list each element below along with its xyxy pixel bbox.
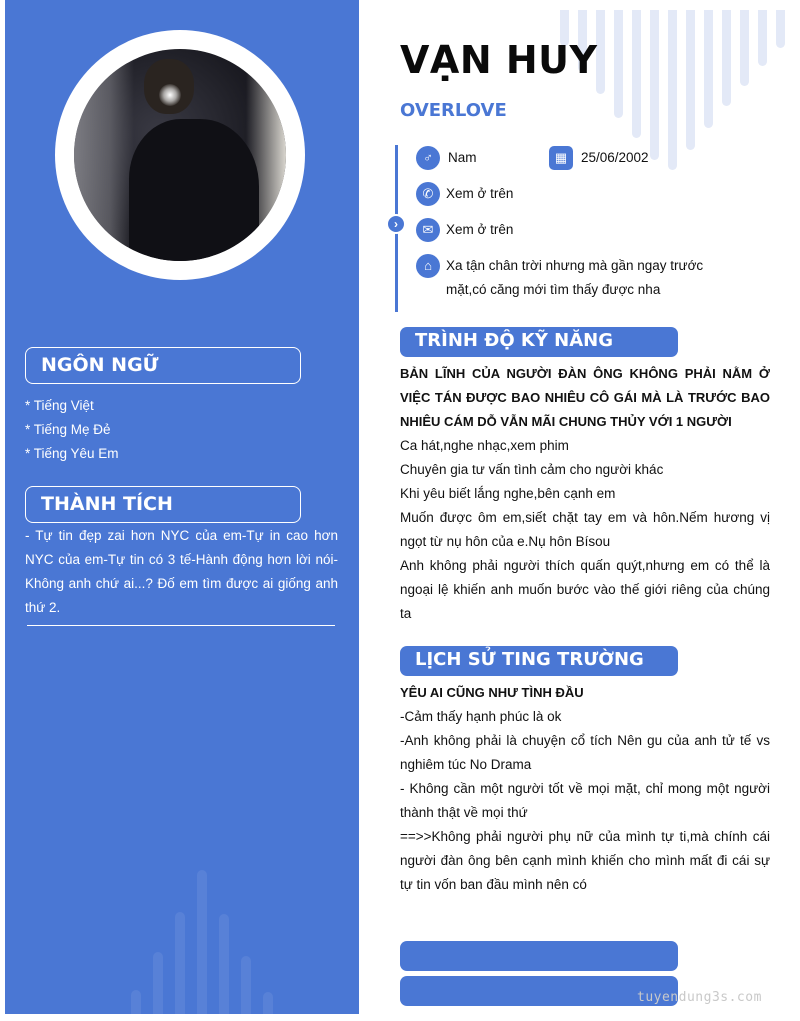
empty-section-pill [400, 941, 678, 971]
phone-icon: ✆ [416, 182, 440, 206]
decorative-bars-bottom [125, 870, 275, 1014]
address-line-2: mặt,có căng mới tìm thấy được nha [446, 282, 661, 297]
history-line: ==>>Không phải người phụ nữ của mình tự ti,mà chính cái người đàn ông bên cạnh mình khiến cho mình mất đi cái sự tự tin vốn ban đầu mình nên có [400, 829, 770, 892]
skills-line: Muốn được ôm em,siết chặt tay em và hôn.Nếm hương vị ngọt từ nụ hôn của e.Nụ hôn Bísou [400, 510, 770, 549]
language-item: * Tiếng Mẹ Đẻ [25, 422, 111, 437]
sidebar [5, 0, 359, 1014]
achievements-heading-box [25, 486, 301, 523]
envelope-icon: ✉ [416, 218, 440, 242]
history-heading-pill [400, 646, 678, 676]
history-line: -Cảm thấy hạnh phúc là ok [400, 709, 562, 724]
history-title: YÊU AI CŨNG NHƯ TÌNH ĐẦU [400, 685, 584, 700]
chevron-right-icon[interactable]: › [386, 214, 406, 234]
watermark: tuyendung3s.com [637, 990, 762, 1005]
address-line-1: Xa tận chân trời nhưng mà gần ngay trước [446, 258, 704, 273]
skills-line: Khi yêu biết lắng nghe,bên cạnh em [400, 486, 616, 501]
skills-line: Ca hát,nghe nhạc,xem phim [400, 438, 569, 453]
profile-position: OVERLOVE [400, 100, 507, 121]
history-block [400, 681, 770, 897]
language-item: * Tiếng Việt [25, 398, 94, 413]
phone-value: Xem ở trên [446, 186, 514, 201]
history-heading: LỊCH SỬ TING TRƯỜNG [415, 649, 644, 670]
languages-heading: NGÔN NGỮ [41, 354, 159, 376]
history-line: -Anh không phải là chuyện cổ tích Nên gu của anh tử tế vs nghiêm túc No Drama [400, 733, 770, 772]
home-icon: ⌂ [416, 254, 440, 278]
skills-heading-pill [400, 327, 678, 357]
achievements-text: - Tự tin đẹp zai hơn NYC của em-Tự in cao hơn NYC của em-Tự tin có 3 tế-Hành động hơn lời nói-Không anh chứ ai...? Đố em tìm được ai giống anh thứ 2. [25, 528, 338, 615]
skills-line: Chuyên gia tư vấn tình cảm cho người khác [400, 462, 664, 477]
languages-list [25, 396, 119, 468]
history-line: - Không cần một người tốt về mọi mặt, chỉ mong một người thành thật về mọi thứ [400, 781, 770, 820]
gender-value: Nam [448, 150, 477, 165]
birthday-value: 25/06/2002 [581, 150, 649, 165]
email-value: Xem ở trên [446, 222, 514, 237]
language-item: * Tiếng Yêu Em [25, 446, 119, 461]
calendar-icon: ▦ [549, 146, 573, 170]
gender-icon: ♂ [416, 146, 440, 170]
skills-line: Anh không phải người thích quấn quýt,nhưng em có thể là ngoại lệ khiến anh muốn bước vào thế giới riêng của chúng ta [400, 558, 770, 621]
skills-block [400, 362, 770, 626]
skills-heading: TRÌNH ĐỘ KỸ NĂNG [415, 330, 613, 351]
languages-heading-box [25, 347, 301, 384]
skills-intro: BẢN LĨNH CỦA NGƯỜI ĐÀN ÔNG KHÔNG PHẢI NẰM Ở VIỆC TÁN ĐƯỢC BAO NHIÊU CÔ GÁI MÀ LÀ TRƯỚC BAO NHIÊU CÁM DỖ VẪN MÃI CHUNG THỦY VỚI 1 NGƯỜI [400, 366, 770, 429]
profile-name: VẠN HUY [400, 38, 598, 82]
achievements-heading: THÀNH TÍCH [41, 493, 173, 515]
divider [27, 625, 335, 626]
avatar [74, 49, 286, 261]
